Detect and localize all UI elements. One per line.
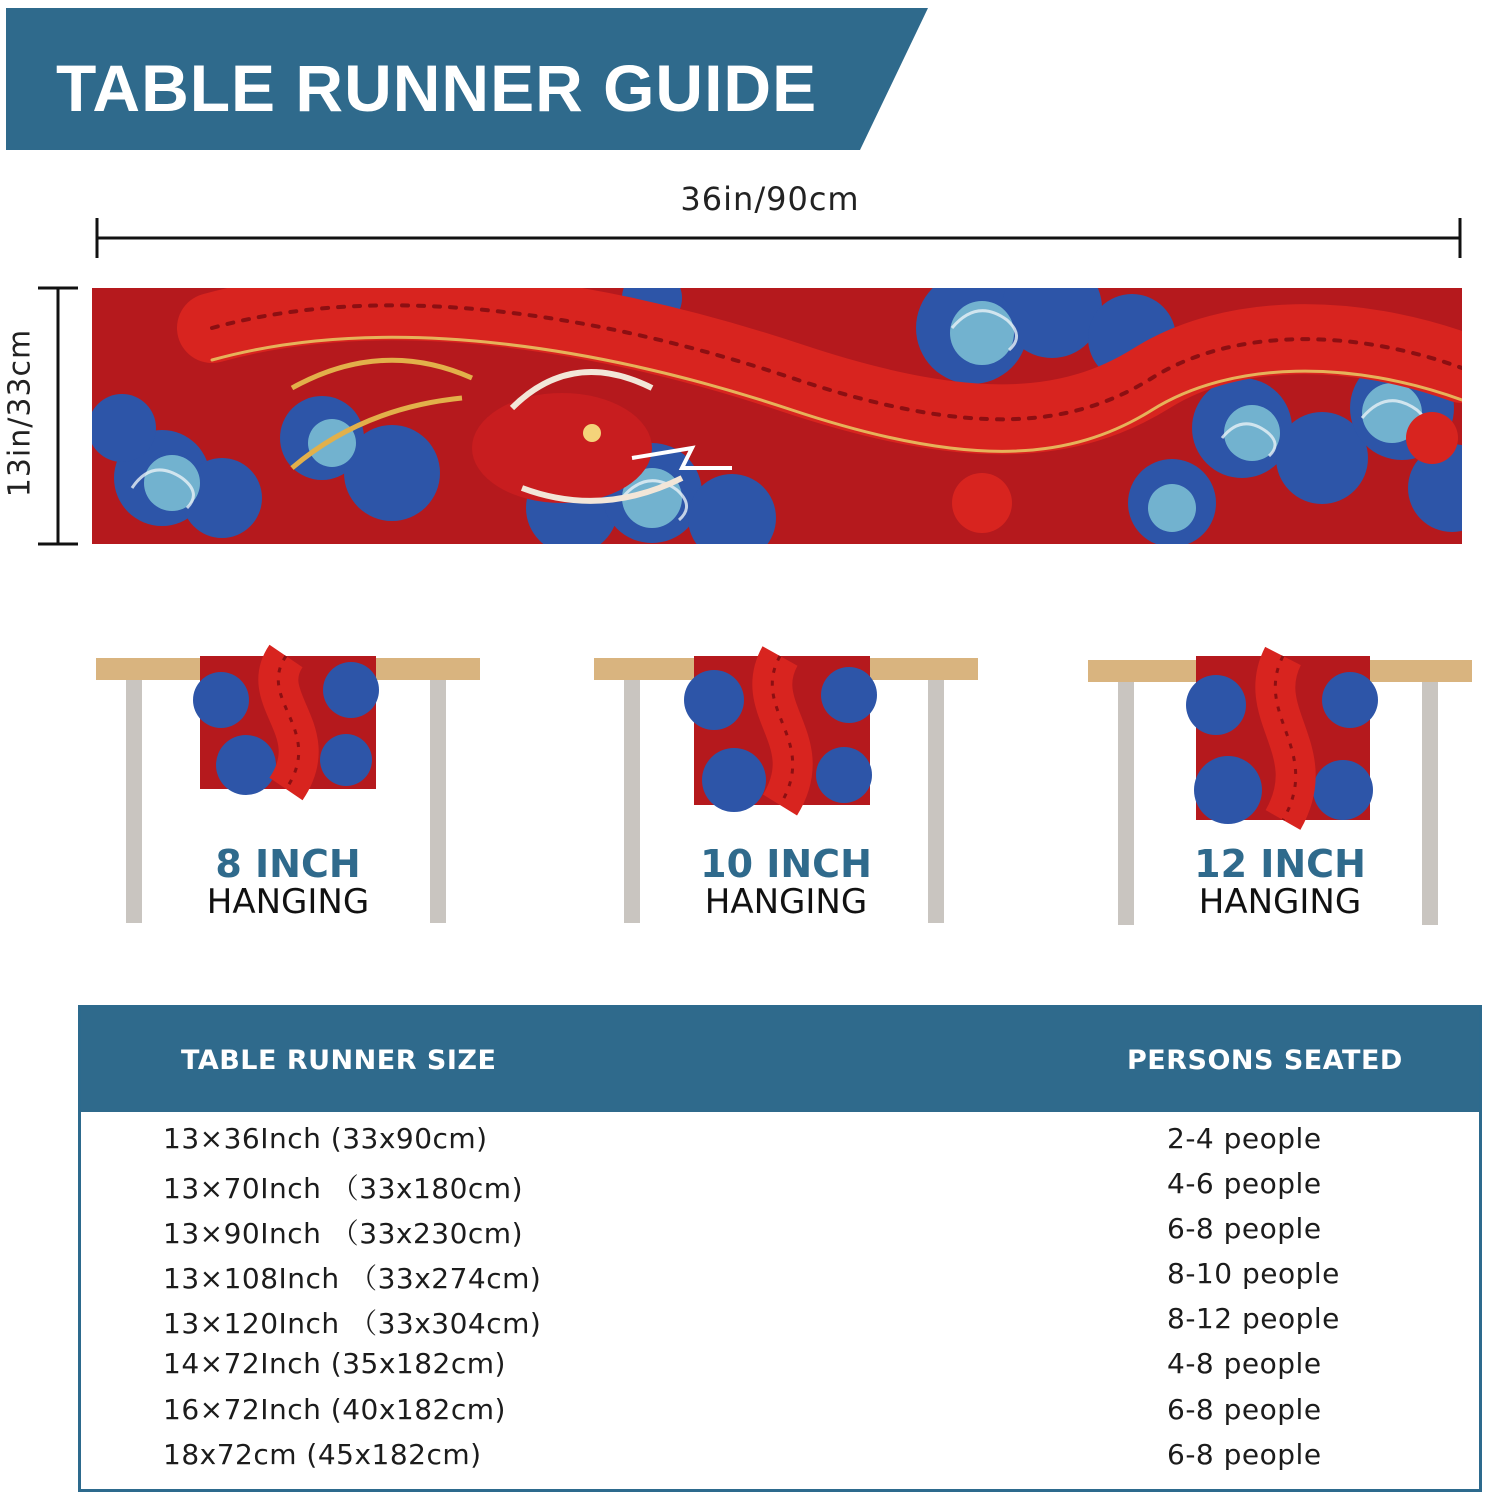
dragon-pattern <box>92 288 1462 544</box>
row-persons: 4-8 people <box>1167 1347 1322 1380</box>
hanging-option-12in <box>1088 620 1488 940</box>
width-dimension-label: 36in/90cm <box>680 180 860 218</box>
table-row <box>81 1257 1479 1297</box>
table-row <box>81 1347 1479 1387</box>
hanging-option-10in <box>594 620 994 940</box>
hanging-label: HANGING <box>206 882 370 922</box>
row-persons: 4-6 people <box>1167 1167 1322 1200</box>
row-size: 13×36Inch (33x90cm) <box>163 1122 488 1155</box>
table-runner-image <box>92 288 1462 544</box>
row-size: 13×90Inch （33x230cm) <box>163 1217 524 1250</box>
table-row <box>81 1212 1479 1252</box>
height-dimension-label: 13in/33cm <box>2 328 38 498</box>
hanging-option-8in <box>96 620 496 940</box>
table-row <box>81 1122 1479 1162</box>
hanging-label: HANGING <box>1198 882 1362 922</box>
row-size: 18x72cm (45x182cm) <box>163 1438 482 1471</box>
page-title: TABLE RUNNER GUIDE <box>56 51 818 125</box>
height-dimension-line <box>38 288 78 544</box>
width-dimension-line <box>97 218 1460 258</box>
hanging-size: 8 INCH <box>215 842 361 886</box>
row-persons: 8-10 people <box>1167 1257 1340 1290</box>
row-persons: 6-8 people <box>1167 1393 1322 1426</box>
row-size: 13×120Inch （33x304cm) <box>163 1307 542 1340</box>
row-size: 13×70Inch （33x180cm) <box>163 1172 524 1205</box>
row-size: 14×72Inch (35x182cm) <box>163 1347 506 1380</box>
header-table-runner-size: TABLE RUNNER SIZE <box>181 1045 497 1076</box>
table-row <box>81 1167 1479 1207</box>
row-persons: 8-12 people <box>1167 1302 1340 1335</box>
size-table <box>78 1005 1482 1492</box>
row-persons: 2-4 people <box>1167 1122 1322 1155</box>
header-persons-seated: PERSONS SEATED <box>1127 1045 1403 1076</box>
row-persons: 6-8 people <box>1167 1438 1322 1471</box>
row-persons: 6-8 people <box>1167 1212 1322 1245</box>
hanging-size: 10 INCH <box>700 842 872 886</box>
row-size: 16×72Inch (40x182cm) <box>163 1393 506 1426</box>
hanging-size: 12 INCH <box>1194 842 1366 886</box>
table-header <box>81 1008 1479 1112</box>
hanging-label: HANGING <box>704 882 868 922</box>
table-row <box>81 1302 1479 1342</box>
table-row <box>81 1393 1479 1433</box>
row-size: 13×108Inch （33x274cm) <box>163 1262 542 1295</box>
table-row <box>81 1438 1479 1478</box>
